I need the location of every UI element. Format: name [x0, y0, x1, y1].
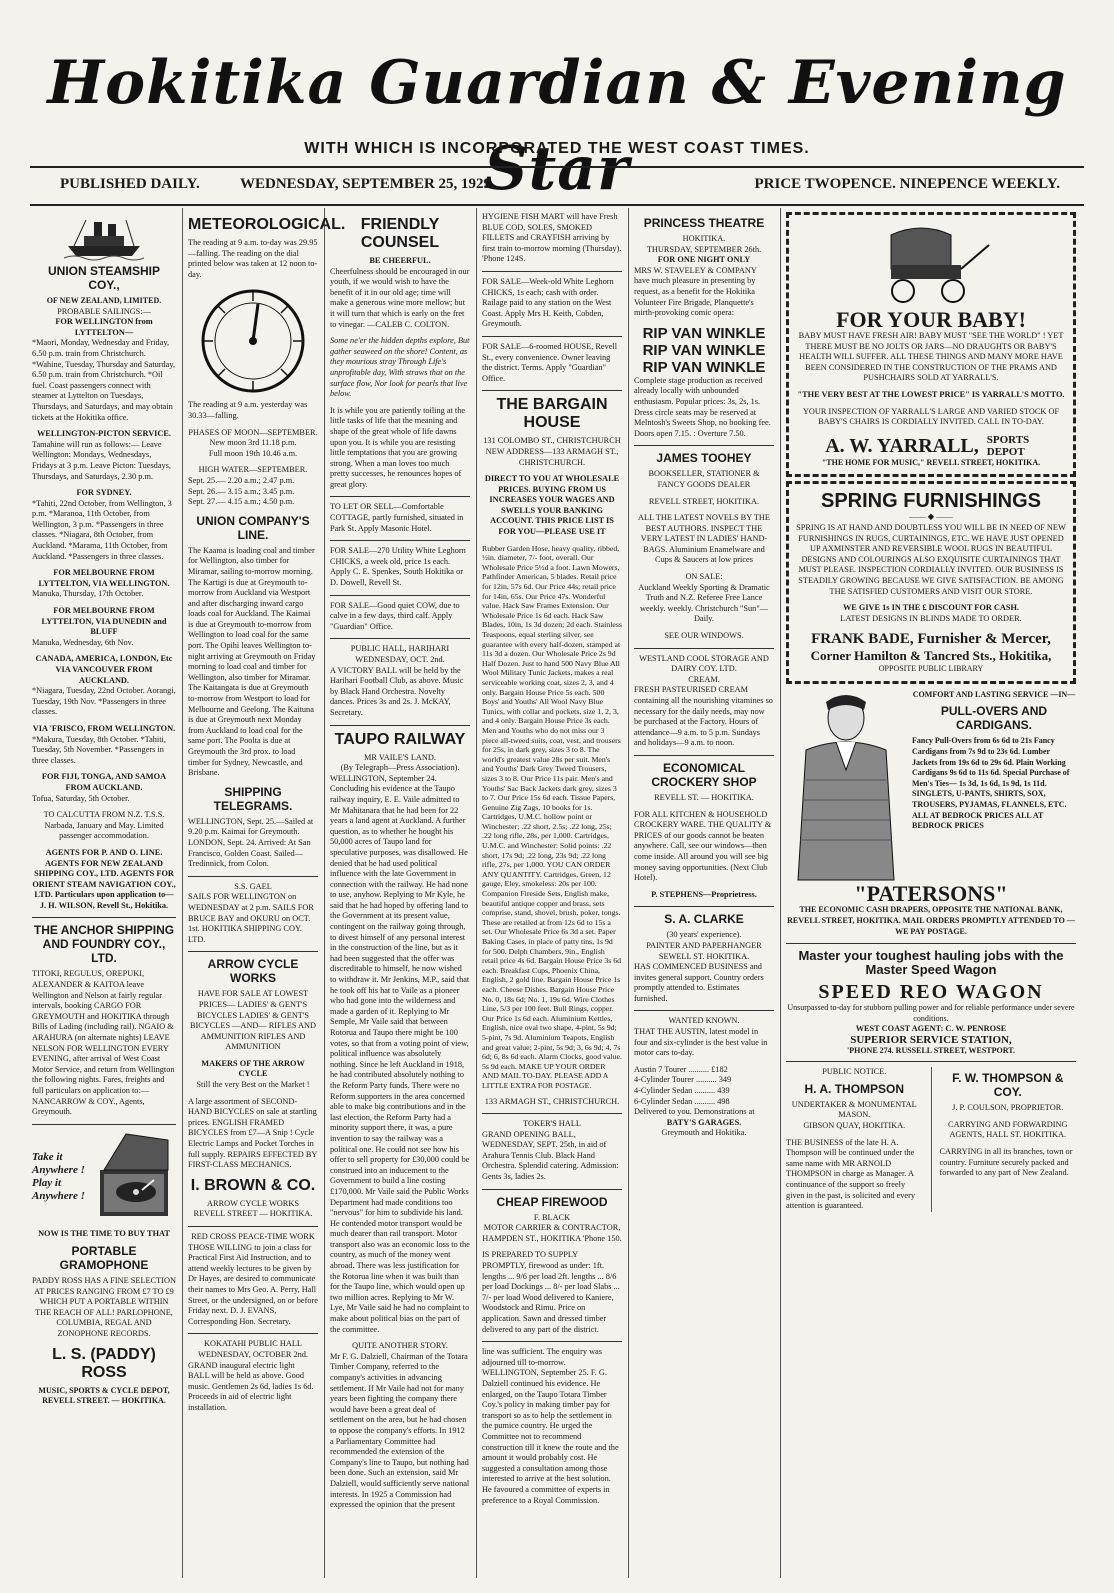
frisco-heading: VIA 'FRISCO, FROM WELLINGTON. — [32, 723, 176, 733]
bargain-address: 131 COLOMBO ST., CHRISTCHURCH NEW ADDRESS—133 ARMAGH ST., CHRISTCHURCH. — [483, 436, 621, 467]
melbourne2-text: Manuka, Wednesday, 6th Nov. — [32, 637, 134, 647]
reo-tagline: Master your toughest hauling jobs with the Master Speed Wagon — [798, 948, 1064, 978]
take-it-text: Take it Anywhere ! Play it Anywhere ! — [32, 1150, 85, 1202]
thompson-address: GIBSON QUAY, HOKITIKA. — [803, 1121, 906, 1130]
bade-name: FRANK BADE, Furnisher & Mercer, — [811, 631, 1051, 648]
kokatahi-text: GRAND inaugural electric light BALL will be held as above. Good music. Gentlemen 2s 6d, ladies 1s 6d. Proceeds in aid of electric light installation. — [188, 1360, 314, 1412]
water-row: Sept. 25.— 2.20 a.m.; 2.47 p.m. — [188, 475, 295, 485]
bade-address: Corner Hamilton & Tancred Sts., Hokitika, — [810, 648, 1052, 664]
poem-text: Some ne'er the hidden depths explore, But gather seaweed on the shore! Content, as they mourious stray Through Life's unprofitable day, With straws that on the surface flow, Nor look for pearls that live below. — [330, 336, 470, 399]
cheerful-text-2: It is while you are patiently toiling at the little tasks of life that the meaning and shape of the great whole of life dawns upon you. It is while you are resisting little temptations that you are growing strong. When a man loves too much pretty successes, he renounces hopes of great glory. — [330, 405, 466, 489]
reo-station: SUPERIOR SERVICE STATION, — [850, 1034, 1012, 1047]
continued-text: line was sufficient. The enquiry was adjourned till to-morrow. WELLINGTON, September 25. F. G. Dalziell continued his evidence. He enlarged, on the Taupo Totara Timber Coy.'s policy in making timber pay for transport so as to help the settlement in the pumice country. He urged the Committee not to recommend construction till it knew the route and the amount it would probably cost. He suggested a consultation among those interested to arrive at the best solution. He favoured a committee of experts in preference to a Royal Commission. — [482, 1347, 619, 1505]
toohey-papers: Auckland Weekly Sporting & Dramatic Truth and N.Z. Referee Free Lance weekly. weekly. Christchurch "Sun"—Daily. — [638, 582, 770, 624]
column-5 — [634, 212, 774, 1577]
reo-agent: WEST COAST AGENT: C. W. PENROSE — [855, 1024, 1007, 1034]
calcutta-text: TO CALCUTTA FROM N.Z. T.S.S. Narbada, January and May. Limited passenger accommodation. — [43, 810, 165, 841]
thompson-subtitle: UNDERTAKER & MONUMENTAL MASON. — [791, 1099, 917, 1120]
separator — [330, 496, 470, 497]
tokers-heading: TOKER'S HALL — [523, 1119, 581, 1129]
spring-discount: WE GIVE 1s IN THE £ DISCOUNT FOR CASH. — [842, 603, 1020, 613]
thompson-notice — [786, 1067, 923, 1212]
clarke-text: HAS COMMENCED BUSINESS and invites general support. Country orders promptly attended to. Estimates furnished. — [634, 962, 764, 1003]
princess-night: FOR ONE NIGHT ONLY — [657, 255, 751, 265]
rip-van-winkle: RIP VAN WINKLE — [642, 324, 766, 342]
fw-proprietor: J. P. COULSON, PROPRIETOR. — [952, 1103, 1064, 1113]
crockery-text: FOR ALL KITCHEN & HOUSEHOLD CROCKERY WARE. THE QUALITY & PRICES of our goods cannot be beaten anywhere. Call, see our windows—then come inside. All around you will see big money saving opportunities. (Next Club Hotel). — [634, 809, 772, 883]
thompson-text: THE BUSINESS of the late H. A. Thompson will be continued under the same name with MR ARNOLD THOMPSON in charge as Manager. A continuance of the support so freely given in the past, is solicited and every attention is guaranteed. — [786, 1137, 916, 1211]
reo-text: Unsurpassed to-day for stubborn pulling power and for reliable performance under severe conditions. — [787, 1003, 1075, 1023]
tolet-text: TO LET OR SELL—Comfortable COTTAGE, partly furnished, situated in Park St. Apply Masonic Hotel. — [330, 502, 464, 533]
quite-heading: QUITE ANOTHER STORY. — [352, 1341, 448, 1351]
bade-opposite: OPPOSITE PUBLIC LIBRARY — [878, 664, 984, 674]
taupo-text: WELLINGTON, September 24. Concluding his evidence at the Taupo railway inquiry, E. E. Vaile admitted to Mr Mahitanara that he had been for 22 years a land agent at Auckland. A further question, as to whether he bought his 50,000 acres of Taupo land for speculative purposes, was disallowed. He denied that he had used political influence with the late Government in connection with the railway. He had none to use, anyhow. Replying to Mr Kyle, he said that he had hoped by offering land to the Government at its present value, contingent on the railway going through, to divest himself of any personal interest in the construction of the line, but as it had been suggested that the offer was discreditable to himself, he now wished to withdraw it. Mr Jenkins, M.P., said that he took off his hat to Vaile as a pioneer who had gone into the wilderness and made a garden of it. Replying to Mr Semple, Mr Vaile said that between Rotorua and Taupo there might be 100 votes, so that from a voting point of view, political influence was absolutely nothing. Since he left Auckland in 1918, he had contributed absolutely nothing to the Reform Party funds. There were no Reform supporters in the area concerned able to make big contributions and in the last election, the Reform Party had a minority support there, it was, a pure invention to say the railway was a political one. He could not see how his offer to sell property for £30,000 could be construed into an inducement to the Government to build a line costing £170,000. Mr Vaile said the Public Works Department had made conditions too "nervous" for him to subdivide his land. He contended motor transport would be much dearer than rail transport. Motor transport also was an economic loss to the country, as much of the money went abroad. There was less justification for the Rotorua line when it was built than for the Taupo line, which would open up two million acres. Replying to Mr W. Lye, Mr Vaile said he had no complaint to make about political bias on the part of the committee. — [330, 773, 470, 1334]
portable-heading: PORTABLE GRAMOPHONE — [59, 1243, 149, 1272]
kokatahi-heading: KOKATAHI PUBLIC HALL — [204, 1339, 302, 1349]
separator — [634, 445, 774, 446]
telegrams-text: WELLINGTON, Sept. 25.—Sailed at 9.20 p.m. Kaimai for Greymouth. LONDON, Sept. 24. Arrived: At San Francisco, Golden Coast. Sailed—Tredinnick, from Colon. — [188, 816, 314, 869]
yarrall-ad — [786, 212, 1076, 477]
steamship-subtitle: OF NEW ZEALAND, LIMITED. — [46, 296, 162, 305]
barometer-dial-icon — [188, 286, 318, 396]
bade-ad — [786, 481, 1076, 684]
spring-text: SPRING IS AT HAND AND DOUBTLESS YOU WILL BE IN NEED OF NEW FURNISHINGS IN RUGS, CURTAININGS, ETC. WE HAVE JUST OPENED UP AXMINSTER AND REVERSIBLE WOOL RUGS IN BEAUTIFUL DESIGNS AND COLOURINGS ALSO EXQUISITE CURTAININGS THAT MUST PLEASE. INSPECTION CORDIALLY INVITED. OUR BUSINESS IS STEADILY GROWING BECAUSE WE GIVE SATISFACTION. BE AMONG THE SATISFIED CUSTOMERS AND VISIT OUR STORE. — [796, 522, 1066, 596]
dateline — [60, 176, 1060, 198]
toohey-heading: JAMES TOOHEY — [656, 451, 752, 466]
notice-heading: PUBLIC NOTICE. — [822, 1067, 887, 1077]
moon-heading: PHASES OF MOON—SEPTEMBER. — [188, 427, 318, 437]
separator — [482, 390, 622, 391]
date-label: WEDNESDAY, SEPTEMBER 25, 1929. — [240, 176, 495, 192]
brown-address: REVELL STREET — HOKITIKA. — [193, 1209, 313, 1219]
toohey-sale: ON SALE: — [685, 572, 723, 582]
fw-carrying: CARRYING AND FORWARDING — [948, 1119, 1068, 1129]
pullovers-heading: PULL-OVERS AND CARDIGANS. — [940, 704, 1048, 733]
cream-heading: CREAM. — [688, 674, 720, 684]
princess-date: THURSDAY, SEPTEMBER 26th. — [646, 244, 762, 254]
column-divider — [182, 208, 183, 1578]
column-6 — [786, 212, 1076, 1577]
column-4 — [482, 212, 622, 1577]
brown-name: I. BROWN & CO. — [190, 1176, 316, 1194]
pullovers-text: Fancy Pull-Overs from 6s 6d to 21s Fancy Cardigans from 7s 9d to 23s 6d. Lumber Jackets from 19s 6d to 29s 6d. Plain Working Cardigans 9s 6d to 11s 6d. Special Purchase of Men's Ties— 1s 3d, 1s 6d, 1s 9d, 1s 11d. SINGLETS, U-PANTS, SHIRTS, SOX, TROUSERS, PYJAMAS, FLANNELS, ETC. ALL AT BEDROCK PRICES ALL AT BEDROCK PRICES — [912, 736, 1070, 831]
gramophone-ad — [32, 1130, 176, 1224]
sailings-heading: PROBABLE SAILINGS:— — [57, 306, 151, 316]
meteorological-heading: METEOROLOGICAL. — [188, 216, 346, 233]
melbourne-heading: FOR MELBOURNE FROM LYTTELTON, VIA WELLINGTON. — [38, 568, 170, 588]
column-divider — [628, 208, 629, 1578]
cool-heading: WESTLAND COOL STORAGE AND DAIRY COY. LTD. — [639, 653, 769, 674]
quite-text: Mr F. G. Dalziell, Chairman of the Totara Timber Company, referred to the company's activities in advancing settlement. If Mr Vaile had not for many years been fighting the company there would have been a great deal of settlement on the area, but he had chosen to oppose the company's efforts. In 1912 a Parliamentary Committee had recommended the extension of the Company's line to Taupo, but nothing had been done. Such an extension, said Mr Dalziell, would sufficiently serve national interests. In 1925 a Commission had expressed the opinion that the present — [330, 1351, 470, 1510]
separator — [32, 917, 176, 918]
redcross-text: THOSE WILLING to join a class for Practical First Aid Instruction, and to attend weekly lectures to be given by Dr Hayes, are desired to communicate their names to Mrs Geo. A. Perry, Hall Street, or the undersigned, on or before Friday next. D. J. EVANS, Corresponding Hon. Secretary. — [188, 1242, 318, 1326]
princess-text: MRS W. STAVELEY & COMPANY have much pleasure in presenting by request, as a benefit for the Hokitika Volunteer Fire Brigade, Planquette's mirth-provoking comic opera: — [634, 265, 757, 318]
harihari-text: A VICTORY BALL will be held by the Harihari Football Club, as above. Music by Black Hand Orchestra. Novelty dances. Prices 3s and 2s. J. McKAY, Secretary. — [330, 665, 464, 717]
separator — [330, 725, 470, 726]
sale-white-text: FOR SALE—Week-old White Leghorn CHICKS, 1s each; cash with order. Railage paid to any station on the West Coast. Apply Mrs H. Keith, Cobden, Greymouth. — [482, 276, 614, 329]
reo-address: 'PHONE 274. RUSSELL STREET, WESTPORT. — [847, 1045, 1015, 1055]
firewood-text: IS PREPARED TO SUPPLY PROMPTLY, firewood as under: 1ft. lengths ... 9/6 per load 2ft. lengths ... 8/6 per load Dockings ... 8/- per load Slabs ... 7/- per load Wood delivered to Kaniere, Woodstock and Rimu. Price on application. Sawn and dressed timber delivered to any part of the district. — [482, 1250, 620, 1334]
cow-text: FOR SALE—Good quiet COW, due to calve in a few days, third calf. Apply "Guardian" Office. — [330, 600, 460, 631]
toohey-text: ALL THE LATEST NOVELS BY THE BEST AUTHORS. INSPECT THE VERY LATEST IN LADIES' HAND-BAGS. Aluminium Enamelware and Cups & Saucers at low prices — [638, 513, 770, 565]
anchor-title: THE ANCHOR SHIPPING AND FOUNDRY COY., LTD. — [33, 923, 175, 966]
spring-heading: SPRING FURNISHINGS — [820, 490, 1042, 513]
separator — [634, 1010, 774, 1011]
separator — [188, 951, 318, 952]
baby-motto: "THE VERY BEST AT THE LOWEST PRICE" IS YARRALL'S MOTTO. — [797, 389, 1065, 399]
frisco-text: *Makura, Tuesday, 8th October. *Tahiti, Tuesday, 5th November. *Passengers in three classes. — [32, 734, 166, 765]
top-rule — [30, 166, 1084, 168]
separator — [482, 336, 622, 337]
separator — [188, 1333, 318, 1334]
cycle-text: HAVE FOR SALE AT LOWEST PRICES— LADIES' & GENT'S BICYCLES LADIES' & GENT'S BICYCLES —AND— RIFLES AND AMMUNITION RIFLES AND AMMUNITION — [189, 989, 317, 1052]
telegrams-heading: SHIPPING TELEGRAMS. — [213, 784, 293, 813]
moon-row: New moon 3rd 11.18 p.m. — [209, 438, 297, 448]
now-time-text: NOW IS THE TIME TO BUY THAT — [38, 1229, 170, 1239]
separator — [634, 755, 774, 756]
hygiene-text: HYGIENE FISH MART will have Fresh BLUE COD, SOLES, SMOKED FILLETS and CRAYFISH arriving by first train to-morrow morning (Thursday). 'Phone 124S. — [482, 212, 622, 264]
toohey-windows: SEE OUR WINDOWS. — [664, 631, 744, 641]
gael-heading: S.S. GAEL — [234, 881, 272, 891]
princess-text-2: Complete stage production as received already locally with unbounded enthusiasm. Popular prices: 3s, 2s, 1s. Dress circle seats may be reserved at Melntosh's Sweets Shop, no booking fee. Doors open 7.15. : Overture 7.50. — [634, 375, 771, 438]
canada-heading: CANADA, AMERICA, LONDON, Etc VIA VANCOUVER FROM AUCKLAND. — [35, 654, 173, 685]
notices-row — [786, 1067, 1076, 1212]
dateline-rule — [30, 204, 1084, 206]
rip-van-winkle: RIP VAN WINKLE — [642, 358, 766, 376]
separator — [188, 1226, 318, 1227]
austin-row: 4-Cylinder Sedan .......... 439 — [634, 1086, 730, 1096]
notice-divider — [931, 1067, 932, 1212]
steamship-title: UNION STEAMSHIP COY., — [47, 264, 160, 292]
toohey-subtitle: BOOKSELLER, STATIONER & FANCY GOODS DEALER — [648, 469, 760, 489]
separator — [188, 876, 318, 877]
clarke-subtitle: (30 years' experience). — [666, 930, 742, 940]
column-2 — [188, 212, 346, 1577]
column-divider — [476, 208, 477, 1578]
be-cheerful-heading: BE CHEERFUL. — [369, 256, 431, 265]
firewood-heading: CHEAP FIREWOOD — [496, 1194, 608, 1209]
arrow-text: A large assortment of SECOND-HAND BICYCLES on sale at startling prices. ENGLISH FRAMED BICYCLES from £7—A Snip ! Cycle Electric Lamps and Pocket Torches in full supply. REPAIRS EFFECTED BY FIRST-CLASS MECHANICS. — [188, 1096, 318, 1170]
separator — [482, 1113, 622, 1114]
separator — [32, 1124, 176, 1125]
column-divider — [780, 208, 781, 1578]
picton-heading: WELLINGTON-PICTON SERVICE. — [36, 429, 172, 439]
separator — [482, 1189, 622, 1190]
wellington-text: *Maori, Monday, Wednesday and Friday, 6.50 p.m. train from Christchurch. *Wahine, Tuesday, Thursday and Saturday, 6.50 p.m. train from Christchurch. *Oil fuel. Coast passengers connect with steamer at Lyttelton on Tuesdays, Thursdays, and Saturdays, and may obtain tickets at the Hokitika office. — [32, 338, 176, 422]
water-row: Sept. 26.— 3.15 a.m.; 3.45 p.m. — [188, 486, 295, 496]
yarrall-banner — [795, 434, 1067, 458]
canada-text: *Niagara, Tuesday, 22nd October. Aorangi, Tuesday, 19th Nov. *Passengers in three classes. — [32, 686, 176, 717]
toohey-address: REVELL STREET, HOKITIKA. — [648, 496, 760, 506]
sydney-text: *Tahiti, 22nd October, from Wellington, 3 p.m. *Maranoa, 11th October, from Wellington, 3 p.m. *Passengers in three classes. *Niagara, 8th October, from Auckland. *Marama, 11th October, from Auckland. *Passengers in three classes. — [32, 498, 172, 561]
wellington-heading: FOR WELLINGTON from LYTTELTON— — [55, 317, 153, 337]
crockery-sign: P. STEPHENS—Proprietress. — [651, 889, 757, 899]
bargain-intro: DIRECT TO YOU AT WHOLESALE PRICES. BUYING FROM US INCREASES YOUR WAGES AND SWELLS YOUR BANKING ACCOUNT. THIS PRICE LIST IS FOR YOU—PLEASE USE IT — [484, 474, 620, 537]
man-in-cardigan-icon — [786, 690, 906, 884]
separator — [482, 1341, 622, 1342]
taupo-subheading: MR VAILE'S LAND. — [364, 752, 436, 762]
meteorological-text-2: The reading at 9 a.m. yesterday was 30.33—falling. — [188, 400, 308, 420]
patersons-name: "PATERSONS" — [854, 881, 1008, 907]
pram-icon — [795, 225, 1067, 305]
separator — [330, 595, 470, 596]
ross-name: L. S. (PADDY) ROSS — [52, 1345, 156, 1381]
price-label: PRICE TWOPENCE. NINEPENCE WEEKLY. — [754, 176, 1060, 192]
crockery-address: REVELL ST. — HOKITIKA. — [654, 792, 754, 802]
clarke-address: SEWELL ST. HOKITIKA. — [658, 951, 750, 961]
thompson-name: H. A. THOMPSON — [804, 1081, 905, 1096]
spring-latest: LATEST DESIGNS IN BLINDS MADE TO ORDER. — [840, 613, 1022, 623]
agents-text: AGENTS FOR P. AND O. LINE. AGENTS FOR NEW ZEALAND SHIPPING COY., LTD. AGENTS FOR ORIENT STEAM NAVIGATION COY., LTD. Particulars upon application to— J. H. WILSON, Revell St., Hokitika. — [32, 847, 176, 910]
austin-row: 4-Cylinder Tourer .......... 349 — [634, 1075, 732, 1085]
column-3 — [330, 212, 470, 1577]
separator — [482, 271, 622, 272]
patersons-text: THE ECONOMIC CASH DRAPERS, OPPOSITE THE NATIONAL BANK, REVELL STREET, HOKITIKA. MAIL ORDERS PROMPTLY ATTENDED TO — WE PAY POSTAGE. — [787, 905, 1075, 936]
picton-text: Tamahine will run as follows:— Leave Wellington: Mondays, Wednesdays, Fridays at 3 p.m. Leave Picton: Tuesdays, Thursdays, and Saturdays, 2.30 p.m. — [32, 439, 171, 481]
melbourne2-heading: FOR MELBOURNE FROM LYTTELTON, VIA DUNEDIN and BLUFF — [41, 606, 167, 637]
fw-agents: AGENTS, HALL ST. HOKITIKA. — [949, 1130, 1067, 1140]
separator — [786, 1061, 1076, 1062]
patersons-ad — [786, 690, 1076, 884]
yarrall-depot: SPORTS DEPOT — [986, 433, 1030, 458]
harihari-date: WEDNESDAY, OCT. 2nd. — [355, 655, 445, 664]
batys-name: BATY'S GARAGES. — [666, 1117, 742, 1127]
newspaper-title: Hokitika Guardian & Evening Star — [47, 48, 1067, 204]
austin-row: 6-Cylinder Sedan .......... 498 — [634, 1096, 730, 1106]
batys-address: Greymouth and Hokitika. — [661, 1128, 747, 1138]
fw-thompson-notice — [940, 1067, 1077, 1212]
fw-name: F. W. THOMPSON & COY. — [952, 1071, 1064, 1100]
tokers-text: GRAND OPENING BALL, WEDNESDAY, SEPT. 25th, in aid of Arahura Tennis Club. Black Hand Orchestra. Splendid catering. Admission: Gents 3s, ladies 2s. — [482, 1129, 619, 1182]
melbourne-text: Manuka, Thursday, 17th October. — [32, 589, 144, 599]
meteorological-text: The reading at 9 a.m. to-day was 29.95—falling. The reading on the dial printed below was taken at 12 noon to-day. — [188, 238, 318, 279]
ornament-icon: —— ◆ —— — [909, 512, 953, 522]
comfort-text: COMFORT AND LASTING SERVICE —IN— — [912, 689, 1076, 699]
water-heading: HIGH WATER—SEPTEMBER. — [198, 465, 308, 475]
sale270-text: FOR SALE—270 Utility White Leghorn CHICKS, a week old, price 1s each. Apply C. E. Spenkes, South Hokitika or D. Dowell, Revell St. — [330, 546, 466, 588]
fiji-text: Tofua, Saturday, 5th October. — [32, 793, 130, 803]
austin-row: Austin 7 Tourer .......... £182 — [634, 1064, 728, 1074]
harihari-heading: PUBLIC HALL, HARIHARI — [350, 644, 450, 654]
moon-row: Full moon 19th 10.46 a.m. — [208, 448, 298, 458]
kokatahi-date: WEDNESDAY, OCTOBER 2nd. — [197, 1349, 309, 1359]
wanted-heading: WANTED KNOWN. — [668, 1016, 740, 1026]
bargain-address-2: 133 ARMAGH ST., CHRISTCHURCH. — [484, 1096, 620, 1106]
princess-place: HOKITIKA. — [682, 234, 726, 243]
firewood-subtitle: MOTOR CARRIER & CONTRACTOR, HAMPDEN ST., HOKITIKA 'Phone 150. — [482, 1223, 622, 1243]
cheerful-text: Cheerfulness should be encouraged in our youth, if we would wish to have the benefit of it in our old age; time will make a generous wine more mellow; but it will turn that which is early on the fret to vinegar. —CALEB C. COLTON. — [330, 266, 470, 329]
cycle-heading: ARROW CYCLE WORKS — [207, 957, 299, 986]
friendly-heading: FRIENDLY COUNSEL — [360, 216, 440, 251]
ross-subtitle: MUSIC, SPORTS & CYCLE DEPOT, REVELL STREET. — HOKITIKA. — [38, 1385, 170, 1406]
fiji-heading: FOR FIJI, TONGA, AND SAMOA FROM AUCKLAND. — [41, 772, 167, 792]
gramophone-icon — [96, 1130, 172, 1224]
austin-delivery: Delivered to you. Demonstrations at — [634, 1107, 755, 1117]
baby-heading: FOR YOUR BABY! — [836, 307, 1026, 332]
separator — [330, 638, 470, 639]
sale-house-text: FOR SALE—6-roomed HOUSE, Revell St., every convenience. Owner leaving the district. Terms. Apply "Guardian" Office. — [482, 341, 618, 383]
redcross-heading: RED CROSS PEACE-TIME WORK — [191, 1232, 315, 1241]
bargain-heading: THE BARGAIN HOUSE — [496, 396, 608, 432]
separator — [634, 648, 774, 649]
separator — [330, 540, 470, 541]
arrow-makers: MAKERS OF THE ARROW CYCLE — [201, 1058, 305, 1079]
clarke-heading: S. A. CLARKE — [664, 912, 744, 927]
water-row: Sept. 27.— 4.15 a.m.; 4.50 p.m. — [188, 497, 295, 507]
arrow-best: Still the very Best on the Market ! — [196, 1080, 310, 1090]
baby-invite: YOUR INSPECTION OF YARRALL'S LARGE AND VARIED STOCK OF BABY'S CHAIRS IS CORDIALLY INVITED. CALL IN TO-DAY. — [802, 406, 1060, 427]
yarrall-name: A. W. YARRALL, — [825, 434, 979, 457]
newspaper-subtitle: WITH WHICH IS INCORPORATED THE WEST COAST TIMES. — [304, 140, 810, 157]
separator — [634, 906, 774, 907]
published-label: PUBLISHED DAILY. — [60, 176, 200, 192]
union-text: The Kaama is loading coal and timber for Wellington, also timber for Miramar, sailing to-morrow morning. The Kartigi is due at Greymouth to-morrow from Auckland via Westport and after discharging inward cargo loads coal for Auckland. The Kaimai is due at Greymouth to-morrow from Wellington to load coal for the same port. The Opihi leaves Wellington to-night arriving at Greymouth on Friday morning to load coal and timber for Wellington, also timber for Miramar. The Kaitangata is due at Greymouth to-morrow from Westport to load for Melbourne and Geelong. The Kaituna is due at Greymouth next Monday from Auckland to load coal for the same port. The Poolta is due at Greymouth the 3rd prox. to load timber for Sydney, Newcastle, and Brisbane. — [188, 545, 316, 778]
yarrall-home: "THE HOME FOR MUSIC," REVELL STREET, HOKITIKA. — [821, 457, 1041, 467]
clarke-trade: PAINTER AND PAPERHANGER — [646, 940, 762, 950]
taupo-byline: (By Telegraph—Press Association). — [340, 763, 460, 773]
gramophone-text: PADDY ROSS HAS A FINE SELECTION AT PRICES RANGING FROM £7 TO £9 WHICH PUT A PORTABLE WITHIN THE REACH OF ALL! PARLOPHONE, COLUMBIA, REGAL AND ZONOPHONE RECORDS. — [32, 1275, 176, 1338]
princess-heading: PRINCESS THEATRE — [643, 216, 765, 230]
union-heading: UNION COMPANY'S LINE. — [196, 513, 310, 542]
column-1 — [32, 212, 176, 1577]
bargain-text: Rubber Garden Hose, heavy quality, ribbed, ½in. diameter, 7/- foot, overall. Our Wholesale Price 5½d a foot. Lawn Mowers, Pathfinder American, 5 blades. Retail price for 12in, 57s 6d. Our Price 44s; retail price for 14in, 65s. Our Price 47s. Wonderful value. Hack Saw Frames Extension. Our Wholesale Price 1s 6d each. Hack Saw Blades, 10in, 1s 3d dozen; 2d each. Stainless Teaspoons, equal sterling silver, see guarantee with every half-dozen, stamped at 11s 3d a dozen. Our Wholesale Price 2s 9d Half Dozen. Just to hand 500 Navy Blue All Wool Military Tunic Jackets, makes a real serviceable working coat, sizes 2, 3, and 4 only. Bargain House Price 5s each. 500 Boys' and Youths' All Wool Navy Blue Tunics, with collar and pockets, size 1, 2, 3, and 4 only. Bargain House Price 3s each. Men and Youths who do not miss our 3 piece all-tweed suits, coat, vest, and trousers for 25s, in dark grey, sizes 3 to 8. The world's greatest value 28s per suit. Men's and Youths' Dark Grey Tweed Trousers, sizes 3 to 8. Our Price 11s pair. Men's and Youths' Sac Back Jackets dark grey, sizes 3 to 7. Our Price 15s 6d each. Tissue Papers, Genuine Zig Zags, 10 books for 1s. Cartridges, U.M.C. hollow point or Winchester; .22 short, 2.5s; .22 long, 25s; .22 long rifle, 28s, per 1,000. Cartridges, U.M.C. and Winchester: Solid points: .22 short, 17s 9d; .22 long, 23s 9d; .22 long rifle, 27s, per 1,000. YOU CAN ORDER ANY QUANTITY. Cartridges, Green, 12 gauge, Eley, smokeless: 20s per 100. Companion Fireside Sets, English make, beautiful antique copper and brass, sets comprise, stand, shovel, brush, poker, tongs. These are retailed at from 12s 6d to 15s a set. Our Wholesale Price 6s 3d a set. Paper Baking Cases, in place of patty tins, 1s 9d for 500. Delph Chambers, 9in., English retail price 4s 6d. Bargain House Price 3s 6d each. Breakfast Cups, Phoenix China, English, 2 gold line. Bargain House Price 1s each. Cheese Dishes. Bargain House Price No. 0, 18s 6d; No. 1, 19s 6d. Wire Clothes Line, 5/3 per 100 feet. Bull Rings, copper. Our Price 1s 6d each. Aluminium Kettles, English, nice oval two shape, 4-pint, 5s 9d; 5-pint, 7s 9d. Aluminium Teapots, English and great value; 2-pint, 5s 9d; 3, 6s 9d; 4, 7s 6d; 6, 8s 6d each. Alarm Clocks, good value. 5s 9d each. MAKE UP YOUR ORDER AND MAIL TO-DAY. PLEASE ADD A LITTLE EXTRA FOR POSTAGE. — [482, 543, 622, 1090]
brown-subtitle: ARROW CYCLE WORKS — [207, 1198, 299, 1208]
cream-text: FRESH PASTEURISED CREAM containing all the nourishing vitamines so necessary for the daily needs, may now be purchased at the Factory. Hours of attendance—9 a.m. to 5 p.m. Sundays and holidays—9 a.m. to noon. — [634, 685, 773, 748]
rip-van-winkle: RIP VAN WINKLE — [642, 341, 766, 359]
fw-text: CARRYING in all its branches, town or country. Furniture securely packed and forwarded to any part of New Zealand. — [939, 1147, 1073, 1178]
firewood-name: F. BLACK — [533, 1212, 571, 1222]
taupo-heading: TAUPO RAILWAY — [334, 730, 466, 748]
reo-heading: SPEED REO WAGON — [818, 981, 1044, 1004]
column-divider — [324, 208, 325, 1578]
anchor-text: TITOKI, REGULUS, OREPUKI, ALEXANDER & KAITOA leave Wellington and Nelson at fairly regular intervals, booking CARGO FOR GREYMOUTH and HOKITIKA through Bills of Lading (including rail). NGAIO & ARAHURA (on alternate nights) LEAVE NELSON FOR WELLINGTON EVERY EVENING, after arrival of West Coast Motor Service, and return from Wellington the following nights. Fares, freights and full particulars on application to:— NANCARROW & COY., Agents, Greymouth. — [32, 969, 175, 1117]
crockery-heading: ECONOMICAL CROCKERY SHOP — [651, 760, 757, 789]
steamship-icon — [32, 216, 176, 260]
separator — [786, 943, 1076, 944]
sydney-heading: FOR SYDNEY. — [76, 488, 132, 498]
baby-text: BABY MUST HAVE FRESH AIR! BABY MUST "SEE THE WORLD" ! YET THERE MUST BE NO JOLTS OR JARS—NO DRAUGHTS OR BABY'S HEALTH WILL SUFFER. ALL THESE THINGS AND MANY MORE HAVE BEEN CONSIDERED IN THE CONSTRUCTION OF THE PRAMS AND PUSHCHAIRS SOLD AT YARRALL'S. — [798, 331, 1064, 383]
wanted-text: THAT THE AUSTIN, latest model in four and six-cylinder is the best value in motor cars to-day. — [634, 1027, 768, 1058]
gael-text: SAILS FOR WELLINGTON on WEDNESDAY at 2 p.m. SAILS FOR BRUCE BAY and OKURU on OCT. 1st. HOKITIKA SHIPPING COY. LTD. — [188, 892, 314, 944]
